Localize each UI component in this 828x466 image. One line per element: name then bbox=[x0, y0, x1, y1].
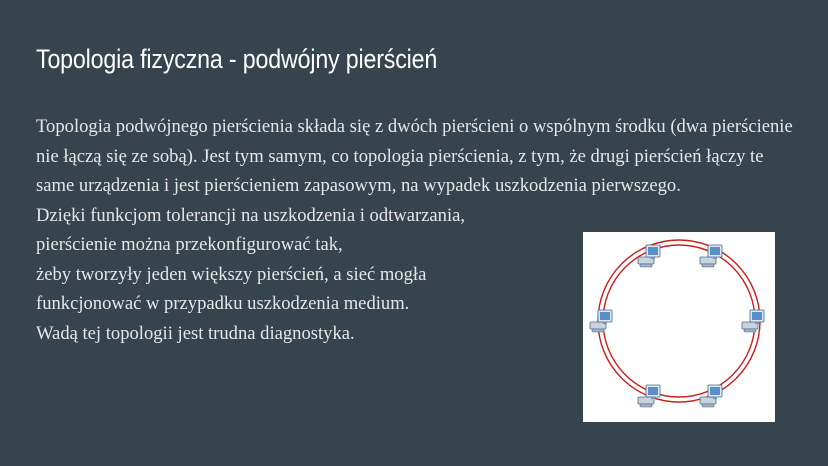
computer-icon bbox=[742, 310, 764, 332]
text-line: funkcjonować w przypadku uszkodzenia medium. bbox=[36, 293, 410, 314]
paragraph-intro: Topologia podwójnego pierścienia składa się z dwóch pierścieni o wspólnym środku (dwa pierścienie nie łączą się ze sobą). Jest tym samym, co topologia pierścienia, z tym, że drugi pierścień łączy te same urządzenia i jest pierścieniem zapasowym, na wypadek uszkodzenia pierwszego. bbox=[36, 116, 793, 196]
text-line: żeby tworzyły jeden większy pierścień, a sieć mogła bbox=[36, 263, 427, 285]
computer-icon bbox=[638, 385, 660, 407]
inner-ring bbox=[603, 245, 755, 397]
computer-icon bbox=[638, 245, 660, 267]
outer-ring bbox=[598, 240, 760, 402]
dual-ring-diagram bbox=[583, 232, 775, 422]
dual-ring-svg bbox=[583, 232, 775, 422]
text-line: Dzięki funkcjom tolerancji na uszkodzenia i odtwarzania, bbox=[36, 204, 466, 226]
computer-icon bbox=[590, 310, 612, 332]
text-line: Wadą tej topologii jest trudna diagnostyka. bbox=[36, 322, 355, 344]
computer-icon bbox=[700, 385, 722, 407]
text-line: pierścienie można przekonfigurować tak, bbox=[36, 234, 343, 255]
slide-title: Topologia fizyczna - podwójny pierścień bbox=[36, 44, 438, 74]
